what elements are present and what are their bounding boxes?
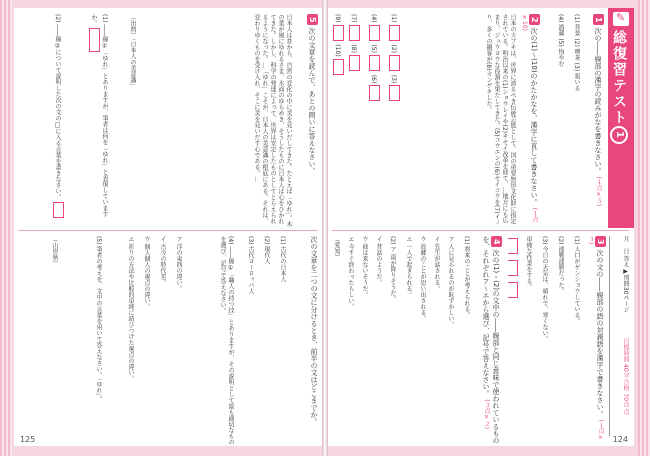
answer-box[interactable] (508, 260, 518, 276)
choice-a: ア 人に見られるのが恥ずかしい。 (447, 236, 454, 328)
answer-box[interactable] (508, 238, 518, 254)
choice-c2: ウ 彼は来ないそうだ。 (361, 236, 368, 298)
choice-a: ア 洋の東西の違い。 (175, 236, 182, 292)
question-5-block (14, 14, 322, 228)
passage-text: 日本人は昔から、自然の変化の中に美を見いだしてきた。たとえば「ゆれ」。木の葉が風にゆれるさま、水面のゆらめき、そうしたものに日本人は心をひかれてきた。しかし、科学の発達によって、世界は安定したものとしてとらえられるようになった。…「ゆれ」こそが、日本人の美意識の根底にある。それは、変わりゆくものを受け入れ、そこに美を見いだす心である。… (253, 14, 292, 227)
answer-box[interactable] (508, 282, 518, 298)
question-4-block (330, 236, 502, 446)
item-3: (3) 今日の天気は、晴れで、寒くない。 (541, 236, 548, 343)
answer-boxes (508, 236, 518, 446)
points-label: (１点×10) (521, 14, 538, 223)
item-1: (1) 人口がゲンショウしている。 (573, 236, 580, 325)
page-number: 124 (612, 435, 628, 444)
choice-c: ウ 個人個人の視点の違い。 (143, 236, 150, 310)
source-note: （山形県） (51, 236, 58, 266)
answer-box[interactable] (369, 55, 380, 71)
answer-box[interactable] (349, 55, 360, 71)
question-number: 5 (307, 14, 318, 25)
answer-box[interactable] (389, 25, 400, 41)
page-divider (332, 230, 630, 231)
item-2: (2) 連戦連勝だった。 (557, 236, 564, 295)
kanji-items-2: (4) 酒蔵 (5) 悔やむ (557, 14, 564, 67)
answer-box[interactable] (333, 25, 344, 41)
right-edge-stripes (638, 0, 650, 456)
answer-box[interactable] (369, 25, 380, 41)
answer-column-4: (9) (10) (330, 14, 344, 228)
question-instruction: 次の(1)〜(10)のかたかなを、漢字に直して書きなさい。 (530, 27, 538, 206)
question-1-block (544, 14, 604, 228)
question-instruction: 次の文章を二つの文に分けるとき、前半の文はどこまでか。 (310, 236, 318, 425)
question-number: 1 (593, 14, 604, 25)
answer-column-2: (4) (5) (6) (366, 14, 380, 228)
choice-d2: エ 今すぐ終わったらしい。 (347, 236, 354, 310)
choice-d: エ 祈りの方法や比較的単純に結びつけた視点の違い。 (127, 236, 134, 382)
answer-box[interactable] (369, 85, 380, 101)
page-number: 125 (20, 435, 36, 444)
sub-question-4-1: (1) 将来のことが考えられる。 (463, 236, 470, 319)
question-2-block (330, 14, 540, 228)
points-label: (３点×２) (483, 399, 490, 429)
answer-box[interactable] (349, 25, 360, 41)
question-number: 2 (529, 14, 540, 25)
question-instruction: 次の――線部の漢字の読みがなを書きなさい。 (594, 27, 602, 175)
answer-column-1: (1) (2) (3) (386, 14, 400, 228)
points-label: (１点×３) (587, 236, 604, 441)
question-3-block (506, 236, 606, 446)
answer-box[interactable] (333, 59, 344, 75)
sub-question-5-1: (1) ――線①「ゆれ」とありますが、筆者は何を「ゆれ」と表現していますか。 (90, 14, 108, 218)
choice-d: エ 一人で起きられる。 (405, 236, 412, 298)
score-panel: 目標時間 40分 合格 70点 点 (622, 338, 629, 415)
answer-box[interactable] (389, 85, 400, 101)
question-instruction: 次の文の――線部の語の対義語を漢字で書きなさい。 (596, 249, 604, 418)
option-1: (1) 古代の日本人 (279, 236, 286, 283)
points-label: (１点×５) (595, 176, 602, 207)
choice-b2: イ 昔話のようだ。 (375, 236, 382, 286)
question-number: 4 (491, 236, 502, 247)
passage-text: 日本のカブキは、世界に誇るべき伝統芸能として、国の重要無形文化財に指定されている。明治以来の(1)ショウレイや(2)キセイ改革を経て、…地方にも広まり、ジュウヨウな役割を果たしてきた。(5)コウエンの(6)セイコウを(7)イノり、多くの観客が(8)カンゲキした。 (485, 14, 516, 226)
choice-c: ウ 故郷のことが思い出される。 (419, 236, 426, 322)
date-score-box: 月 日 答え▶別冊30ページ (609, 236, 632, 436)
question-instruction: 次の文章を読んで、あとの問いに答えなさい。 (308, 27, 316, 175)
pencil-icon (613, 12, 629, 26)
answer-box[interactable] (389, 55, 400, 71)
page-125 (14, 8, 322, 446)
question-6-block (14, 236, 322, 446)
source-note: （愛知） (333, 236, 340, 260)
passage-source: （出典）「日本人の美意識」 (129, 14, 136, 89)
answer-box[interactable] (53, 202, 64, 218)
sub-question-5-2: (2) ――線②について説明した次の文の□に入る言葉を書きなさい。 (20, 14, 64, 228)
page-124 (328, 8, 634, 446)
option-2: (2) 現代人 (263, 236, 270, 265)
choice-b: イ 先生が話される。 (433, 236, 440, 292)
item-extra: 単純な作業をする。 (525, 236, 532, 290)
left-edge-stripes (0, 0, 12, 456)
question-number: 3 (595, 236, 606, 247)
choice-b: イ 古今の時代差。 (159, 236, 166, 286)
sub-question-6-4: (4) ――線①「職人の持つ技」とありますが、その説明として最も適切なものを選び、記号で答えなさい。 (219, 236, 234, 446)
sub-question-4-2: (2) ア 雨が降りそうだ。 (389, 236, 396, 303)
title-band (608, 8, 634, 228)
page-title: 総復習テスト1 (609, 30, 629, 144)
option-3: (3) 古代ヨーロッパ人 (247, 236, 254, 295)
page-divider (18, 230, 318, 231)
answer-box[interactable] (89, 28, 100, 52)
question-instruction: 次の(1)・(2)の文中の――線部と同じ意味で使われているものを、それぞれア〜エから選び、記号で答えなさい。 (482, 236, 500, 445)
answer-column-3: (7) (8) (346, 14, 360, 228)
kanji-items-1: (1) 背景 (2) 喫茶 (3) 報いる (573, 14, 580, 92)
sub-question-6-5: (5) 筆者の考えを、文中の言葉を用いて答えなさい。「ゆれ」。 (95, 236, 102, 403)
